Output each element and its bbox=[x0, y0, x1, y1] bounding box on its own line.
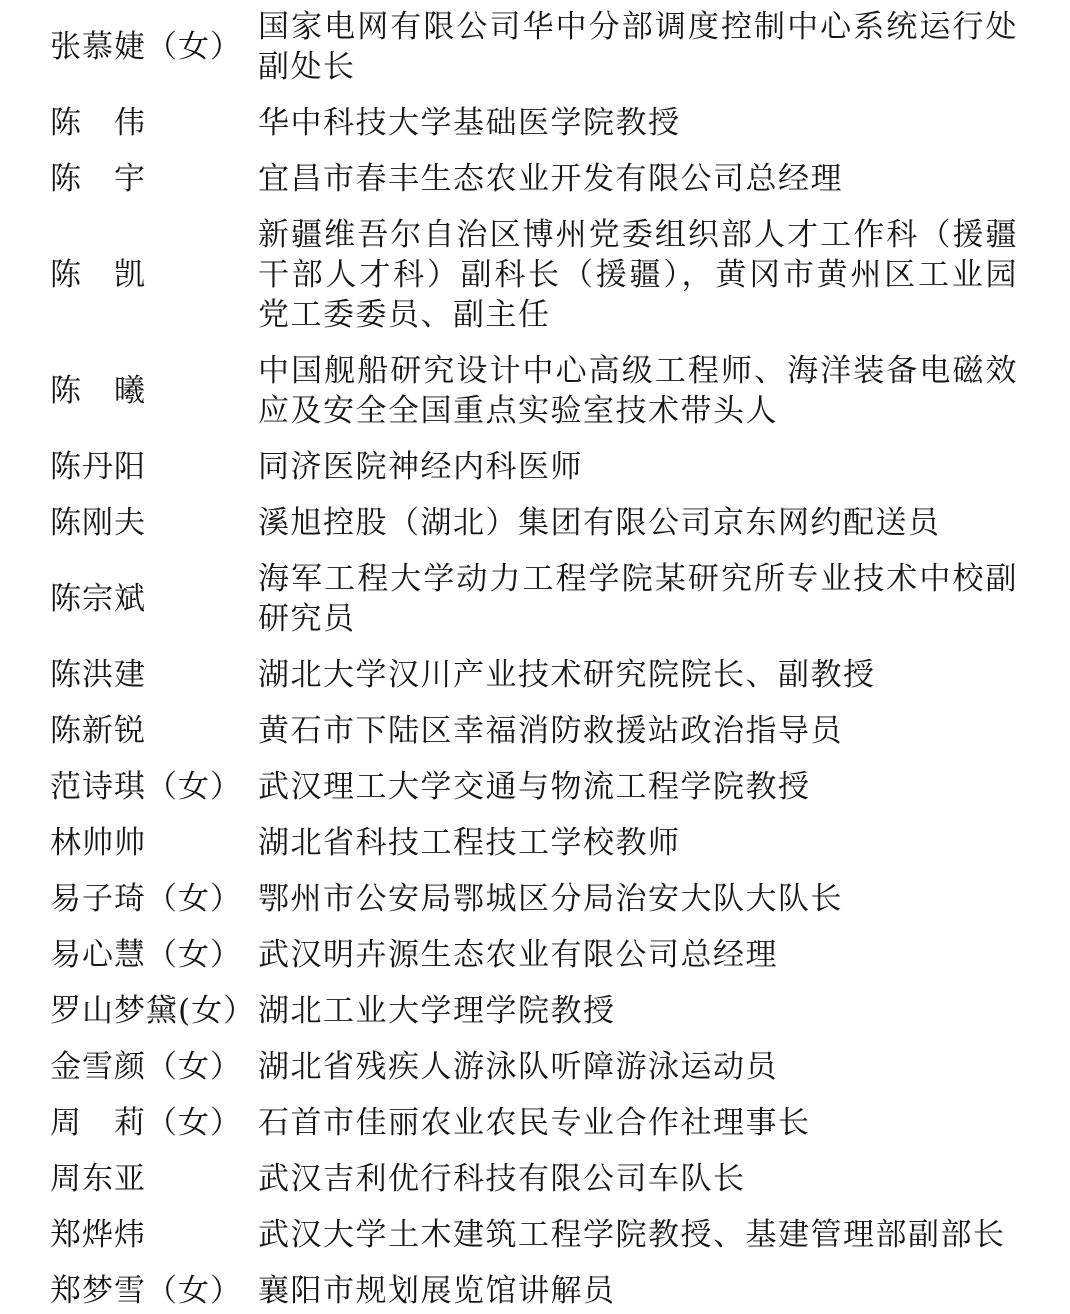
roster-row bbox=[50, 559, 1018, 639]
person-title: 湖北省科技工程技工学校教师 bbox=[258, 825, 681, 861]
roster-row bbox=[50, 503, 1018, 543]
person-name: 罗山梦黛(女） bbox=[50, 993, 256, 1029]
roster-row bbox=[50, 1103, 1018, 1143]
roster-row bbox=[50, 159, 1018, 199]
person-title: 海军工程大学动力工程学院某研究所专业技术中校副研究员 bbox=[258, 561, 1018, 637]
person-name: 陈刚夫 bbox=[50, 505, 146, 541]
person-title: 武汉理工大学交通与物流工程学院教授 bbox=[258, 769, 811, 805]
person-name: 郑梦雪（女） bbox=[50, 1273, 242, 1309]
person-title: 同济医院神经内科医师 bbox=[258, 449, 583, 485]
person-title: 华中科技大学基础医学院教授 bbox=[258, 105, 681, 141]
person-name: 金雪颜（女） bbox=[50, 1049, 242, 1085]
roster-row bbox=[50, 655, 1018, 695]
roster-row bbox=[50, 1215, 1018, 1255]
person-name: 周东亚 bbox=[50, 1161, 146, 1197]
roster-row bbox=[50, 711, 1018, 751]
roster-row bbox=[50, 215, 1018, 335]
person-title: 鄂州市公安局鄂城区分局治安大队大队长 bbox=[258, 881, 843, 917]
person-name: 易心慧（女） bbox=[50, 937, 242, 973]
person-name: 陈 宇 bbox=[50, 161, 146, 197]
person-title: 武汉大学土木建筑工程学院教授、基建管理部副部长 bbox=[258, 1217, 1006, 1253]
person-name: 陈 曦 bbox=[50, 373, 146, 409]
person-name: 陈丹阳 bbox=[50, 449, 146, 485]
person-title: 中国舰船研究设计中心高级工程师、海洋装备电磁效应及安全全国重点实验室技术带头人 bbox=[258, 353, 1018, 429]
roster-row bbox=[50, 879, 1018, 919]
person-title: 溪旭控股（湖北）集团有限公司京东网约配送员 bbox=[258, 505, 941, 541]
roster-row bbox=[50, 767, 1018, 807]
person-title: 黄石市下陆区幸福消防救援站政治指导员 bbox=[258, 713, 843, 749]
roster-row bbox=[50, 1047, 1018, 1087]
person-title: 湖北大学汉川产业技术研究院院长、副教授 bbox=[258, 657, 876, 693]
person-name: 陈 凯 bbox=[50, 257, 146, 293]
person-name: 陈新锐 bbox=[50, 713, 146, 749]
person-title: 襄阳市规划展览馆讲解员 bbox=[258, 1273, 616, 1309]
person-name: 陈洪建 bbox=[50, 657, 146, 693]
person-name: 周 莉（女） bbox=[50, 1105, 242, 1141]
person-title: 宜昌市春丰生态农业开发有限公司总经理 bbox=[258, 161, 843, 197]
person-title: 国家电网有限公司华中分部调度控制中心系统运行处副处长 bbox=[258, 9, 1018, 85]
person-title: 武汉明卉源生态农业有限公司总经理 bbox=[258, 937, 778, 973]
person-name: 张慕婕（女） bbox=[50, 29, 242, 65]
person-name: 陈 伟 bbox=[50, 105, 146, 141]
person-title: 湖北省残疾人游泳队听障游泳运动员 bbox=[258, 1049, 778, 1085]
roster-row bbox=[50, 447, 1018, 487]
roster-list bbox=[50, 7, 1018, 1311]
roster-row bbox=[50, 103, 1018, 143]
person-title: 武汉吉利优行科技有限公司车队长 bbox=[258, 1161, 746, 1197]
person-title: 新疆维吾尔自治区博州党委组织部人才工作科（援疆干部人才科）副科长（援疆），黄冈市黄州区工业园党工委委员、副主任 bbox=[258, 217, 1018, 333]
roster-row bbox=[50, 351, 1018, 431]
roster-row bbox=[50, 991, 1018, 1031]
person-title: 湖北工业大学理学院教授 bbox=[258, 993, 616, 1029]
roster-row bbox=[50, 7, 1018, 87]
person-name: 林帅帅 bbox=[50, 825, 146, 861]
roster-row bbox=[50, 1159, 1018, 1199]
person-name: 易子琦（女） bbox=[50, 881, 242, 917]
roster-row bbox=[50, 935, 1018, 975]
person-name: 范诗琪（女） bbox=[50, 769, 242, 805]
person-name: 郑烨炜 bbox=[50, 1217, 146, 1253]
person-name: 陈宗斌 bbox=[50, 581, 146, 617]
roster-row bbox=[50, 823, 1018, 863]
roster-row bbox=[50, 1271, 1018, 1311]
person-title: 石首市佳丽农业农民专业合作社理事长 bbox=[258, 1105, 811, 1141]
